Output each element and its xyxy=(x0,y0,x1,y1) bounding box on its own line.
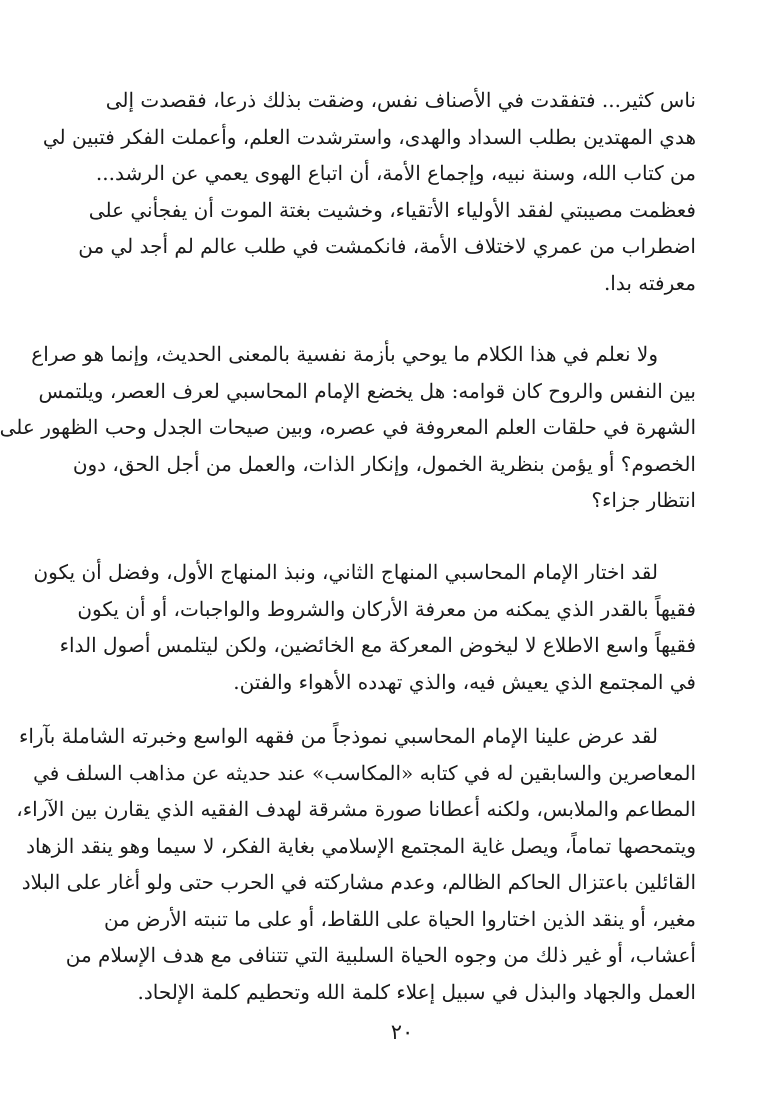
page-number: ٢٠ xyxy=(390,1020,414,1044)
text-line: اضطراب من عمري لاختلاف الأمة، فانكمشت في طلب عالم لم أجد لي من xyxy=(78,234,696,258)
paragraph-3 xyxy=(33,554,696,700)
text-line: انتظار جزاء؟ xyxy=(591,488,696,512)
text-line: لقد اختار الإمام المحاسبي المنهاج الثاني، ونبذ المنهاج الأول، وفضل أن يكون xyxy=(33,560,658,584)
text-line: العمل والجهاد والبذل في سبيل إعلاء كلمة الله وتحطيم كلمة الإلحاد. xyxy=(137,979,696,1004)
text-line: من كتاب الله، وسنة نبيه، وإجماع الأمة، أن اتباع الهوى يعمي عن الرشد... xyxy=(95,161,696,185)
text-line: هدي المهتدين بطلب السداد والهدى، واسترشدت العلم، وأعملت الفكر فتبين لي xyxy=(42,124,696,149)
text-line: ويتمحصها تماماً، ويصل غاية المجتمع الإسلامي بغاية الفكر، لا سيما وهو ينقد الزهاد xyxy=(26,833,696,858)
text-line: ولا نعلم في هذا الكلام ما يوحي بأزمة نفسية بالمعنى الحديث، وإنما هو صراع xyxy=(31,342,658,366)
text-line: الخصوم؟ أو يؤمن بنظرية الخمول، وإنكار الذات، والعمل من أجل الحق، دون xyxy=(72,451,696,476)
text-line: أعشاب، أو غير ذلك من وجوه الحياة السلبية التي تتنافى مع هدف الإسلام من xyxy=(65,943,696,967)
text-line: فقيهاً واسع الاطلاع لا ليخوض المعركة مع الخائضين، ولكن ليتلمس أصول الداء xyxy=(59,633,696,657)
text-line: القائلين باعتزال الحاكم الظالم، وعدم مشاركته في الحرب حتى ولو أغار على البلاد xyxy=(21,870,696,894)
text-line: معرفته بدا. xyxy=(603,270,696,295)
paragraph-2 xyxy=(0,336,696,519)
text-line: الشهرة في حلقات العلم المعروفة في عصره، وبين صيحات الجدل وحب الظهور على xyxy=(0,415,696,439)
text-line: لقد عرض علينا الإمام المحاسبي نموذجاً من فقهه الواسع وخبرته الشاملة بآراء xyxy=(19,724,658,748)
book-page xyxy=(0,82,778,1100)
text-line: المعاصرين والسابقين له في كتابه «المكاسب» عند حديثه عن مذاهب السلف في xyxy=(33,760,696,785)
text-line: فقيهاً بالقدر الذي يمكنه من معرفة الأركان والشروط والواجبات، أو أن يكون xyxy=(77,596,696,621)
text-line: فعظمت مصيبتي لفقد الأولياء الأتقياء، وخشيت بغتة الموت أن يفجأني على xyxy=(88,197,696,222)
text-line: المطاعم والملابس، ولكنه أعطانا صورة مشرقة لهدف الفقيه الذي يقارن بين الآراء، xyxy=(16,797,696,821)
text-line: بين النفس والروح كان قوامه: هل يخضع الإمام المحاسبي لعرف العصر، ويلتمس xyxy=(38,378,696,403)
paragraph-4 xyxy=(16,718,696,1010)
text-line: مغير، أو ينقد الذين اختاروا الحياة على اللقاط، أو على ما تنبته الأرض من xyxy=(103,906,696,931)
text-line: في المجتمع الذي يعيش فيه، والذي تهدده الأهواء والفتن. xyxy=(233,669,696,694)
paragraph-1 xyxy=(42,82,696,301)
text-line: ناس كثير... فتفقدت في الأصناف نفس، وضقت بذلك ذرعا، فقصدت إلى xyxy=(105,88,696,112)
